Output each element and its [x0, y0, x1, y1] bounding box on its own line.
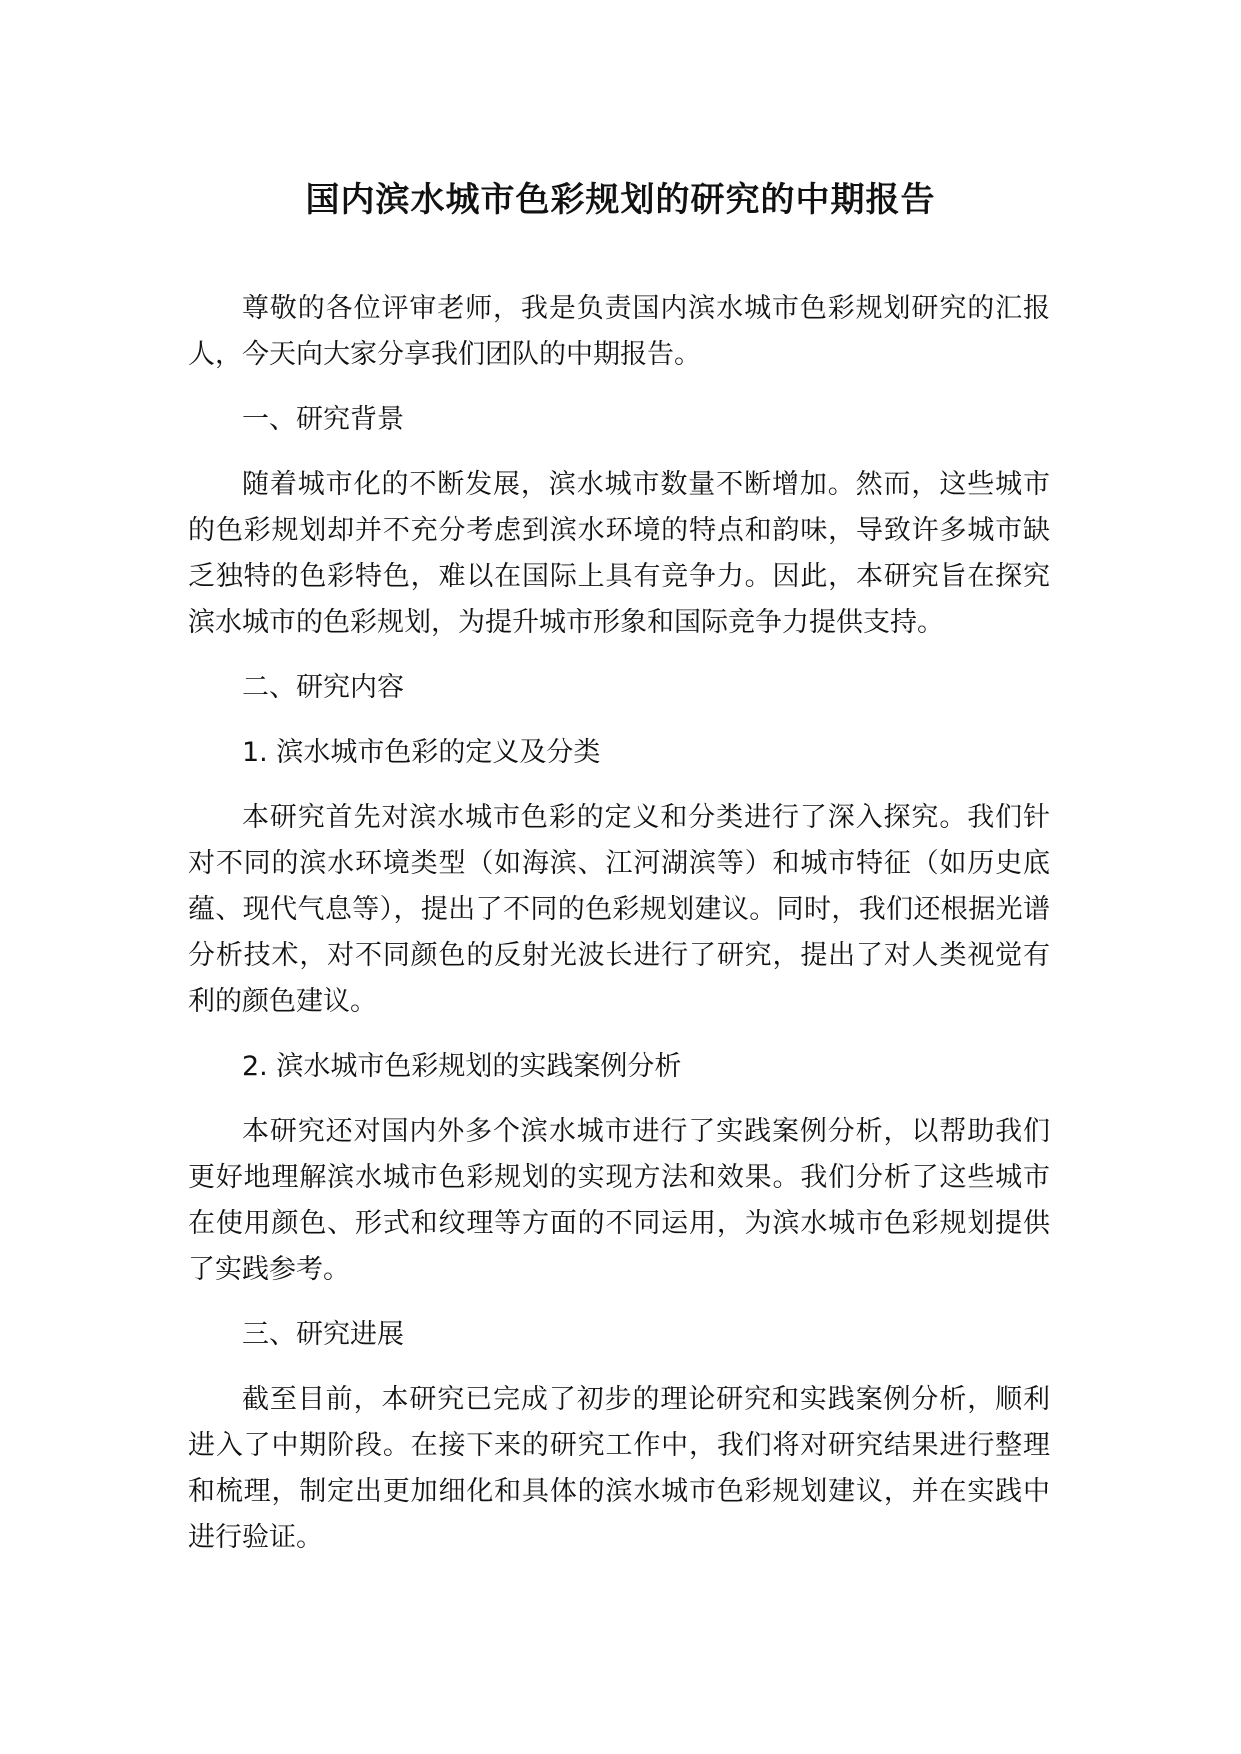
paragraph-case-analysis: 本研究还对国内外多个滨水城市进行了实践案例分析，以帮助我们更好地理解滨水城市色彩规划的实现方法和效果。我们分析了这些城市在使用颜色、形式和纹理等方面的不同运用，为滨水城市色彩规划提供了实践参考。 — [188, 1116, 1050, 1285]
paragraph-background: 随着城市化的不断发展，滨水城市数量不断增加。然而，这些城市的色彩规划却并不充分考虑到滨水环境的特点和韵味，导致许多城市缺乏独特的色彩特色，难以在国际上具有竞争力。因此，本研究旨在探究滨水城市的色彩规划，为提升城市形象和国际竞争力提供支持。 — [188, 469, 1050, 638]
paragraph-progress: 截至目前，本研究已完成了初步的理论研究和实践案例分析，顺利进入了中期阶段。在接下来的研究工作中，我们将对研究结果进行整理和梳理，制定出更加细化和具体的滨水城市色彩规划建议，并在实践中进行验证。 — [188, 1384, 1050, 1553]
section-heading-progress: 三、研究进展 — [242, 1319, 404, 1350]
subheading-definition: 1. 滨水城市色彩的定义及分类 — [242, 737, 601, 768]
paragraph-intro: 尊敬的各位评审老师，我是负责国内滨水城市色彩规划研究的汇报人，今天向大家分享我们团队的中期报告。 — [188, 293, 1050, 370]
document-body — [188, 286, 1050, 1580]
paragraph-definition: 本研究首先对滨水城市色彩的定义和分类进行了深入探究。我们针对不同的滨水环境类型（如海滨、江河湖滨等）和城市特征（如历史底蕴、现代气息等），提出了不同的色彩规划建议。同时，我们还根据光谱分析技术，对不同颜色的反射光波长进行了研究，提出了对人类视觉有利的颜色建议。 — [188, 802, 1050, 1017]
section-heading-background: 一、研究背景 — [242, 404, 404, 435]
subheading-case-analysis: 2. 滨水城市色彩规划的实践案例分析 — [242, 1051, 682, 1082]
document-title: 国内滨水城市色彩规划的研究的中期报告 — [305, 180, 936, 220]
section-heading-content: 二、研究内容 — [242, 672, 404, 703]
